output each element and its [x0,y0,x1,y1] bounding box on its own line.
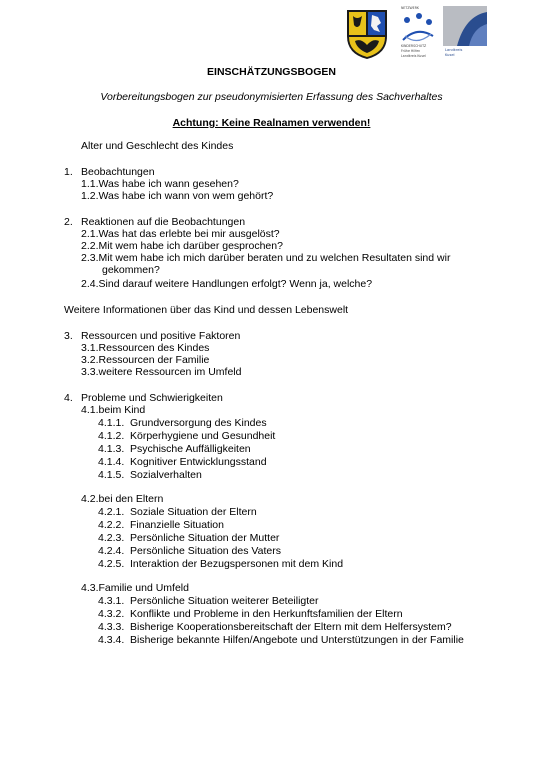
item-label: Mit wem habe ich mich darüber beraten und zu welchen Resultaten sind wir [98,252,451,264]
coat-of-arms-logo [345,8,389,60]
item-label: Sozialverhalten [130,469,202,481]
subsection-number: 4.1. [81,404,99,416]
list-item [98,545,281,557]
item-label: Ressourcen des Kindes [98,342,210,354]
section-number: 2. [64,216,73,228]
section-4-heading [64,392,223,404]
landkreis-logo-graphic [443,6,487,46]
item-label: Bisherige Kooperationsbereitschaft der Eltern mit dem Helfersystem? [130,621,452,633]
item-label: Mit wem habe ich darüber gesprochen? [98,240,283,252]
netzwerk-logo-text-3: Frühe Hilfen [401,49,421,53]
subsection-label: Familie und Umfeld [98,582,189,594]
list-item [98,469,202,481]
header-logos [345,6,495,62]
item-label: Kognitiver Entwicklungsstand [130,456,267,468]
item-label: Finanzielle Situation [130,519,224,531]
item-label: Konflikte und Probleme in den Herkunftsfamilien der Eltern [130,608,403,620]
item-number: 4.3.2. [98,608,125,620]
list-item [98,558,343,570]
section-1-heading [64,166,155,178]
subsection-4-1-heading [81,404,145,416]
item-number: 4.3.1. [98,595,125,607]
list-item [98,443,251,455]
item-number: 4.2.5. [98,558,125,570]
list-item [81,354,209,366]
subsection-label: bei den Eltern [98,493,164,505]
section-3-heading [64,330,240,342]
item-label: Was hat das erlebte bei mir ausgelöst? [98,228,280,240]
netzwerk-kinderschutz-logo [397,6,439,62]
netzwerk-logo-text-1: NETZWERK [401,6,419,10]
item-number: 4.2.1. [98,506,125,518]
list-item [98,430,275,442]
document-subtitle: Vorbereitungsbogen zur pseudonymisierten Erfassung des Sachverhaltes [100,91,443,103]
item-number: 1.1. [81,178,99,190]
list-item [98,456,267,468]
item-number: 3.2. [81,354,99,366]
item-label: Psychische Auffälligkeiten [130,443,251,455]
item-number: 3.1. [81,342,99,354]
item-number: 1.2. [81,190,99,202]
list-item [98,519,224,531]
section-label: Beobachtungen [81,166,155,178]
item-number: 4.2.4. [98,545,125,557]
item-number: 4.1.2. [98,430,125,442]
subsection-number: 4.3. [81,582,99,594]
item-number: 4.1.5. [98,469,125,481]
list-item [98,417,267,429]
item-number: 4.1.1. [98,417,125,429]
item-number: 4.1.3. [98,443,125,455]
landkreis-logo-text-2: Kusel [445,53,455,57]
item-number: 2.4. [81,278,99,290]
item-label: Persönliche Situation des Vaters [130,545,281,557]
list-item [81,228,280,240]
section-number: 3. [64,330,73,342]
item-label: Grundversorgung des Kindes [130,417,267,429]
item-number: 4.2.2. [98,519,125,531]
document-title: EINSCHÄTZUNGSBOGEN [207,66,336,78]
item-label: Körperhygiene und Gesundheit [130,430,276,442]
item-label: Was habe ich wann von wem gehört? [98,190,274,202]
list-item [81,178,239,190]
list-item [98,608,403,620]
item-number: 4.2.3. [98,532,125,544]
list-item [98,621,452,633]
section-2-heading [64,216,245,228]
list-item-continuation: gekommen? [102,264,160,276]
item-label: Bisherige bekannte Hilfen/Angebote und Unterstützungen in der Familie [130,634,464,646]
list-item [81,342,209,354]
item-number: 4.1.4. [98,456,125,468]
section-label: Ressourcen und positive Faktoren [81,330,241,342]
subsection-number: 4.2. [81,493,99,505]
item-number: 4.3.3. [98,621,125,633]
item-number: 3.3. [81,366,99,378]
landkreis-logo-text-1: Landkreis [445,48,463,52]
section-label: Probleme und Schwierigkeiten [81,392,223,404]
intro-line: Alter und Geschlecht des Kindes [81,140,234,152]
item-label: Sind darauf weitere Handlungen erfolgt? Wenn ja, welche? [98,278,373,290]
item-label: Ressourcen der Familie [98,354,210,366]
subsection-4-2-heading [81,493,163,505]
list-item [98,532,279,544]
item-number: 2.3. [81,252,99,264]
section-number: 1. [64,166,73,178]
subsection-label: beim Kind [98,404,146,416]
landkreis-kusel-logo [443,6,487,62]
item-number: 2.2. [81,240,99,252]
item-label: Persönliche Situation weiterer Beteiligter [130,595,319,607]
list-item [81,366,241,378]
netzwerk-logo-text-2: KINDERSCHUTZ [401,44,427,48]
warning-notice: Achtung: Keine Realnamen verwenden! [172,117,371,129]
netzwerk-logo-text-4: Landkreis Kusel [401,54,426,58]
item-label: Persönliche Situation der Mutter [130,532,280,544]
item-number: 2.1. [81,228,99,240]
further-info-line: Weitere Informationen über das Kind und dessen Lebenswelt [64,304,349,316]
list-item [81,190,273,202]
item-number: 4.3.4. [98,634,125,646]
item-label: Soziale Situation der Eltern [130,506,257,518]
list-item [81,278,372,290]
subsection-4-3-heading [81,582,189,594]
item-label: Interaktion der Bezugspersonen mit dem Kind [130,558,344,570]
list-item [98,634,464,646]
list-item [98,595,319,607]
section-label: Reaktionen auf die Beobachtungen [81,216,246,228]
list-item [81,240,283,252]
section-number: 4. [64,392,73,404]
list-item [81,252,450,264]
list-item [98,506,257,518]
item-label: weitere Ressourcen im Umfeld [98,366,242,378]
item-label: Was habe ich wann gesehen? [98,178,239,190]
